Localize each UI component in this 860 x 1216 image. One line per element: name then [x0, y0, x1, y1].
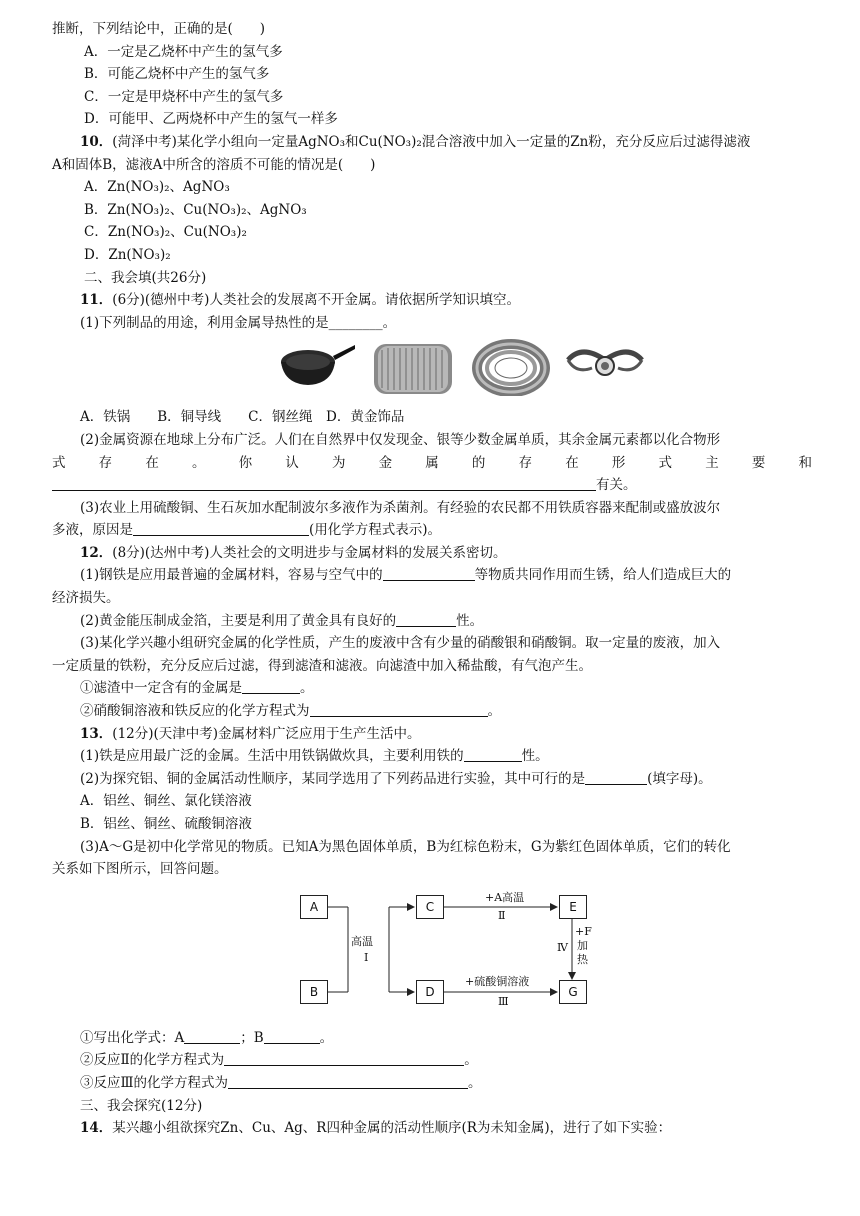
q11-p3b-post: (用化学方程式表示)。: [309, 522, 442, 539]
q13-p1-pre: (1)铁是应用最广泛的金属。生活中用铁锅做炊具，主要利用铁的: [80, 748, 464, 765]
q13-part3-line2: 关系如下图所示，回答问题。: [52, 861, 228, 878]
q11-part3-line1: (3)农业上用硫酸铜、生石灰加水配制波尔多液作为杀菌剂。有经验的农民都不用铁质容器来配制或盛放波尔: [80, 499, 721, 516]
box-g: G: [559, 980, 587, 1004]
q13-part3-line1: (3)A～G是初中化学常见的物质。已知A为黑色固体单质，B为红棕色粉末，G为紫红色固体单质，它们的转化: [80, 838, 731, 855]
q14-number: 14．: [80, 1120, 113, 1137]
q9-option-d: D．可能甲、乙两烧杯中产生的氢气一样多: [84, 111, 338, 128]
q12-s1-pre: ①滤渣中一定含有的金属是: [80, 680, 242, 697]
answer-blank[interactable]: [133, 521, 309, 536]
box-d: D: [416, 980, 444, 1004]
q12-text: (8分)(达州中考)人类社会的文明进步与金属材料的发展关系密切。: [112, 544, 507, 561]
q13-s3-post: 。: [468, 1074, 482, 1091]
q9-option-c: C．一定是甲烧杯中产生的氢气多: [84, 88, 284, 105]
q11-part3-line2: [52, 519, 812, 542]
answer-blank[interactable]: [224, 1051, 464, 1066]
q13-sub1: [52, 1027, 812, 1050]
q13-p1-post: 性。: [521, 748, 549, 765]
reaction-1-condition: 高温: [351, 934, 373, 948]
steel-wire-rope-image: [472, 338, 550, 396]
q13-text: (12分)(天津中考)金属材料广泛应用于生产生活中。: [112, 725, 421, 742]
q9-option-b: B．可能乙烧杯中产生的氢气多: [84, 66, 270, 83]
copper-wire-coil-image: [370, 338, 456, 398]
reaction-1-number: Ⅰ: [364, 950, 369, 964]
q10-line1: [52, 131, 812, 154]
answer-blank[interactable]: [310, 702, 488, 717]
answer-blank[interactable]: [184, 1029, 240, 1044]
q11-part1: (1)下列制品的用途，利用金属导热性的是________。: [80, 314, 397, 331]
q13-option-b: B．铝丝、铜丝、硫酸铜溶液: [80, 816, 252, 832]
q12-part1-line2: 经济损失。: [52, 590, 120, 607]
answer-blank[interactable]: [585, 770, 647, 785]
q11-p2b-char: 金: [378, 454, 393, 471]
q11-part2-line3: [52, 474, 812, 497]
q11-part2-line2: [52, 452, 812, 475]
q11-p3b-pre: 多液，原因是: [52, 522, 133, 539]
q12-p1-post: 等物质共同作用而生锈，给人们造成巨大的: [474, 567, 732, 584]
q11-p2b-char: 存: [518, 454, 533, 471]
q11-p2b-char: 。: [191, 454, 206, 471]
box-b: B: [300, 980, 328, 1004]
answer-blank[interactable]: [52, 476, 596, 491]
reaction-3-number: Ⅲ: [498, 994, 509, 1008]
q11-options: A．铁锅 B．铜导线 C．钢丝绳 D．黄金饰品: [80, 409, 405, 426]
q10-option-b: B．Zn(NO₃)₂、Cu(NO₃)₂、AgNO₃: [84, 201, 307, 218]
q10-option-d: D．Zn(NO₃)₂: [84, 246, 171, 263]
q12-head: [52, 542, 812, 565]
q11-p2b-char: 属: [425, 454, 439, 471]
frying-pan-image: [278, 338, 356, 392]
q12-part3-line1: (3)某化学兴趣小组研究金属的化学性质，产生的废液中含有少量的硝酸银和硝酸铜。取一定量的废液，加入: [80, 635, 721, 652]
conversion-diagram: [52, 889, 812, 1025]
q13-s1-mid: ；B: [240, 1029, 264, 1046]
q12-s2-pre: ②硝酸铜溶液和铁反应的化学方程式为: [80, 703, 310, 720]
q13-s3-pre: ③反应Ⅲ的化学方程式为: [80, 1074, 229, 1091]
box-c: C: [416, 895, 444, 919]
q11-p2b-char: 式: [658, 454, 673, 471]
answer-blank[interactable]: [264, 1029, 320, 1044]
answer-blank[interactable]: [464, 747, 522, 762]
q9-option-a: A．一定是乙烧杯中产生的氢气多: [84, 43, 283, 60]
q13-part2: [52, 768, 812, 791]
q11-number: 11．: [80, 292, 113, 309]
exam-page: [52, 18, 812, 1140]
q13-s2-pre: ②反应Ⅱ的化学方程式为: [80, 1052, 225, 1069]
answer-blank[interactable]: [383, 566, 475, 581]
q12-sub1: [52, 677, 812, 700]
answer-blank[interactable]: [242, 679, 300, 694]
reaction-2-condition: +A高温: [485, 890, 525, 904]
reaction-4-number: Ⅳ: [557, 940, 568, 954]
q11-p2b-char: 主: [705, 454, 719, 471]
q11-p2b-char: 和: [798, 454, 812, 471]
q12-s2-post: 。: [487, 703, 501, 720]
reaction-4-condition-1: +F: [575, 924, 592, 938]
answer-blank[interactable]: [228, 1074, 468, 1089]
q14-text: 某兴趣小组欲探究Zn、Cu、Ag、R四种金属的活动性顺序(R为未知金属)，进行了如下实验：: [112, 1120, 672, 1137]
q12-part1-line1: [52, 564, 812, 587]
q10-line2: A和固体B，滤液A中所含的溶质不可能的情况是( ): [52, 156, 376, 173]
q14-head: [52, 1117, 812, 1140]
q12-p1-pre: (1)钢铁是应用最普遍的金属材料，容易与空气中的: [80, 567, 383, 584]
q13-option-a: A．铝丝、铜丝、氯化镁溶液: [80, 793, 252, 810]
q13-head: [52, 723, 812, 746]
q11-product-images: [52, 334, 812, 406]
q10-text: (菏泽中考)某化学小组向一定量AgNO₃和Cu(NO₃)₂混合溶液中加入一定量的Zn粉，充分反应后过滤得滤液: [112, 133, 751, 150]
q10-option-c: C．Zn(NO₃)₂、Cu(NO₃)₂: [84, 224, 247, 241]
q11-p2b-char: 在: [145, 454, 159, 471]
q13-p2-pre: (2)为探究铝、铜的金属活动性顺序，某同学选用了下列药品进行实验，其中可行的是: [80, 770, 586, 787]
q13-sub3: [52, 1072, 812, 1095]
q12-s1-post: 。: [300, 680, 314, 697]
q11-p2b-char: 存: [98, 454, 113, 471]
reaction-3-condition: +硫酸铜溶液: [465, 974, 530, 988]
q11-p2b-char: 形: [611, 454, 626, 471]
reaction-4-condition-3: 热: [577, 952, 588, 966]
q12-number: 12．: [80, 544, 113, 561]
q11-part2-line1: (2)金属资源在地球上分布广泛。人们在自然界中仅发现金、银等少数金属单质，其余金属元素都以化合物形: [80, 431, 721, 448]
q13-sub2: [52, 1049, 812, 1072]
q11-p2c-text: 有关。: [596, 477, 637, 494]
q12-p2-pre: (2)黄金能压制成金箔，主要是利用了黄金具有良好的: [80, 612, 397, 629]
section-2-heading: 二、我会填(共26分): [84, 269, 207, 286]
q12-p2-post: 性。: [456, 612, 484, 629]
q11-p2b-char: 在: [565, 454, 579, 471]
q10-number: 10．: [80, 133, 113, 150]
q11-p2b-char: 认: [285, 454, 299, 471]
q11-p2b-char: 为: [331, 454, 346, 471]
q9-tail: 推断，下列结论中，正确的是( ): [52, 21, 266, 37]
q13-p2-post: (填字母)。: [647, 770, 712, 787]
q11-p2b-char: 式: [52, 454, 66, 471]
q13-number: 13．: [80, 725, 113, 742]
section-3-heading: 三、我会探究(12分): [80, 1097, 203, 1114]
q11-p2b-char: 要: [751, 454, 766, 471]
q11-text: (6分)(德州中考)人类社会的发展离不开金属。请依据所学知识填空。: [112, 292, 520, 309]
q10-option-a: A．Zn(NO₃)₂、AgNO₃: [84, 179, 230, 196]
q11-head: [52, 289, 812, 312]
reaction-4-condition-2: 加: [577, 938, 588, 952]
q11-p2b-char: 的: [471, 454, 486, 471]
q13-s1-post: 。: [319, 1029, 334, 1046]
reaction-2-number: Ⅱ: [498, 908, 506, 922]
q13-s2-post: 。: [464, 1052, 478, 1069]
gold-jewelry-image: [562, 338, 648, 392]
box-a: A: [300, 895, 328, 919]
q13-s1-pre: ①写出化学式：A: [80, 1029, 185, 1046]
answer-blank[interactable]: [396, 612, 456, 627]
box-e: E: [559, 895, 587, 919]
q11-p2b-char: 你: [238, 454, 253, 471]
q12-sub2: [52, 700, 812, 723]
q12-part3-line2: 一定质量的铁粉，充分反应后过滤，得到滤渣和滤液。向滤渣中加入稀盐酸，有气泡产生。: [52, 657, 592, 674]
q13-part1: [52, 745, 812, 768]
q12-part2: [52, 610, 812, 633]
